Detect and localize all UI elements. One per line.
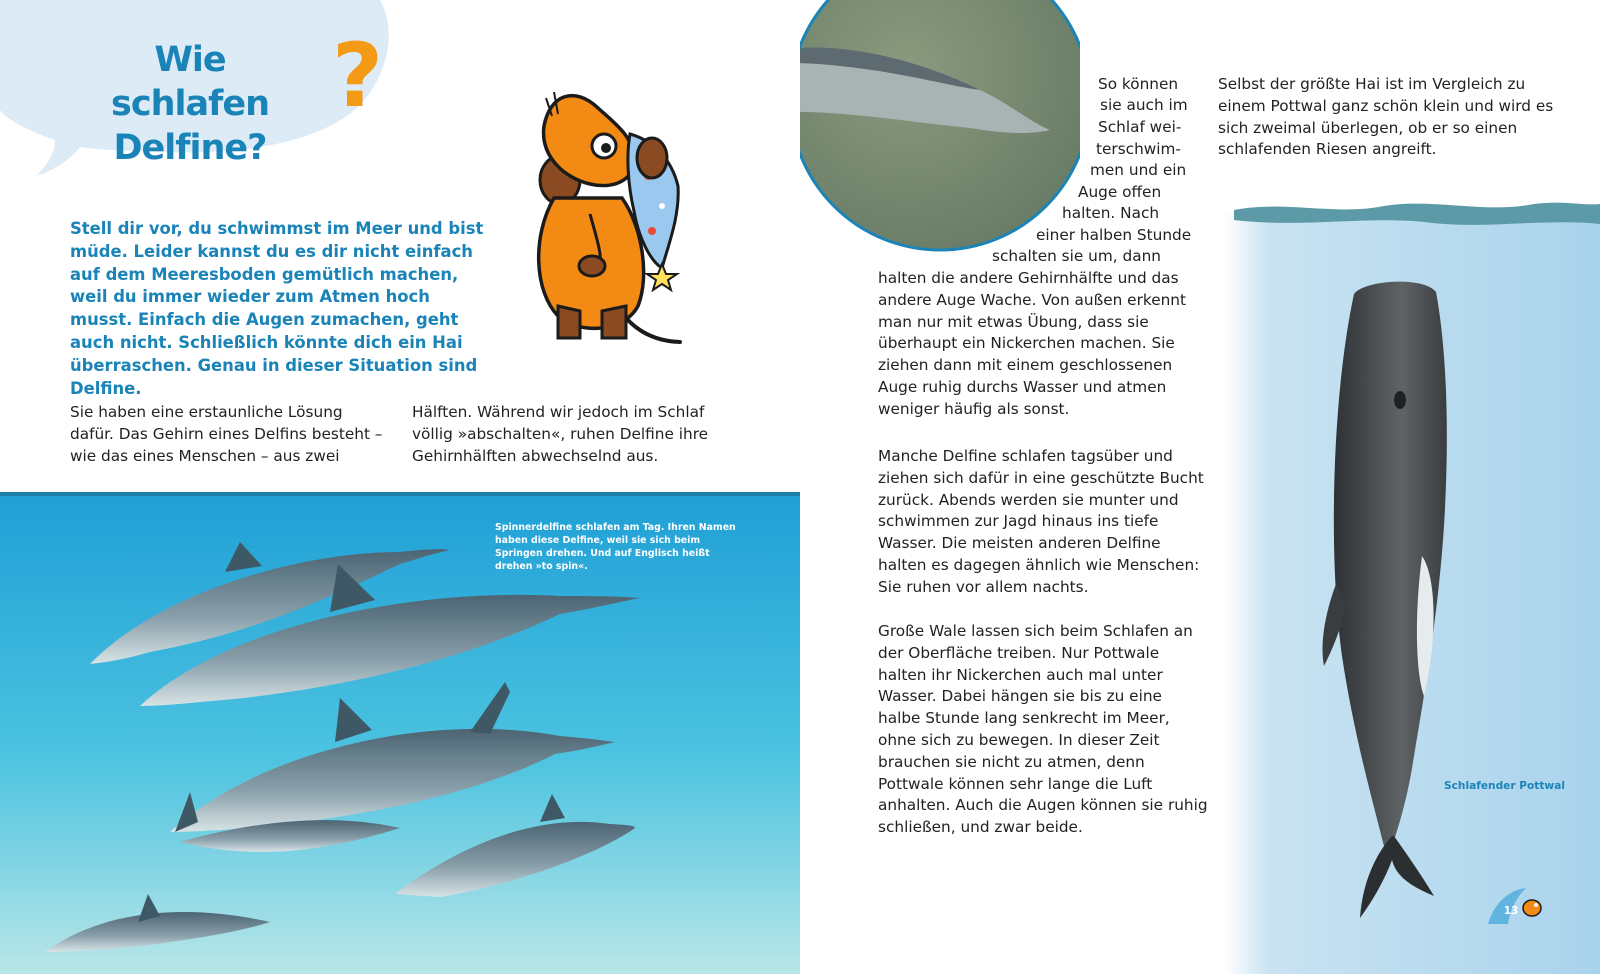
right-page [800, 0, 1600, 974]
wrap-line-9: schalten sie um, dann [992, 247, 1161, 265]
dolphin-closeup-photo [800, 0, 1080, 260]
wrap-line-3: Schlaf wei- [1098, 118, 1182, 136]
page-title [70, 38, 310, 170]
sleepy-mouse-illustration [530, 86, 690, 351]
wrap-line-2: sie auch im [1100, 96, 1188, 114]
wrap-line-4: terschwim- [1096, 140, 1181, 158]
paragraph-2: Manche Delfine schlafen tagsüber und ziehen sich dafür in eine geschützte Bucht zurück. Abends werden sie munter und schwimmen zur Jagd hinaus ins tiefe Wasser. Die meisten anderen Delfine halten es dagegen ähnlich wie Menschen: Sie ruhen vor allem nachts. [878, 447, 1204, 596]
wrap-line-6: Auge offen [1078, 183, 1162, 201]
body-column-2: Hälften. Während wir jedoch im Schlaf völlig »abschalten«, ruhen Delfine ihre Gehirnhälften abwechselnd aus. [412, 403, 709, 465]
title-line-1: Wie schlafen [111, 40, 269, 124]
paragraph-1-rest: halten die andere Gehirnhälfte und das andere Auge Wache. Von außen erkennt man nur mit etwas Übung, dass sie überhaupt ein Nickerchen machen. Sie ziehen dann mit einem geschlossenen Auge ruhig durchs Wasser und atmen weniger häufig als sonst. [878, 269, 1186, 418]
photo-caption: Spinnerdelfine schlafen am Tag. Ihren Namen haben diese Delfine, weil sie sich beim Springen drehen. Und auf Englisch heißt drehen »to spin«. [495, 522, 736, 572]
paragraph-3: Große Wale lassen sich beim Schlafen an der Oberfläche treiben. Nur Pottwale halten ihr Nickerchen auch mal unter Wasser. Dabei hängen sie bis zu eine halbe Stunde lang senkrecht im Meer, ohne sich zu bewegen. In dieser Zeit brauchen sie nicht zu atmen, denn Pottwale können sehr lange die Luft anhalten. Auch die Augen können sie ruhig schließen, und zwar beide. [878, 622, 1208, 837]
body-column-1: Sie haben eine erstaunliche Lösung dafür. Das Gehirn eines Delfins besteht – wie das eines Menschen – aus zwei [70, 403, 383, 465]
whale-paragraph: Selbst der größte Hai ist im Vergleich zu einem Pottwal ganz schön klein und wird es sich zweimal überlegen, ob er so einen schlafenden Riesen angreift. [1218, 75, 1554, 159]
question-mark-glyph: ? [332, 24, 384, 127]
wrap-line-8: einer halben Stunde [1036, 226, 1192, 244]
intro-paragraph: Stell dir vor, du schwimmst im Meer und bist müde. Leider kannst du es dir nicht einfach auf dem Meeresboden gemütlich machen, weil du immer wieder zum Atmen hoch musst. Einfach die Augen zumachen, geht auch nicht. Schließlich könnte dich ein Hai überraschen. Genau in dieser Situation sind Delfine. [70, 219, 484, 398]
wrap-line-7: halten. Nach [1062, 204, 1160, 222]
sperm-whale-illustration [1224, 196, 1600, 974]
title-line-2: Delfine? [113, 128, 267, 168]
whale-caption: Schlafender Pottwal [1444, 780, 1565, 792]
wrap-line-5: men und ein [1090, 161, 1187, 179]
wrap-line-1: So können [1098, 75, 1179, 93]
page-number: 13 [1503, 905, 1519, 917]
